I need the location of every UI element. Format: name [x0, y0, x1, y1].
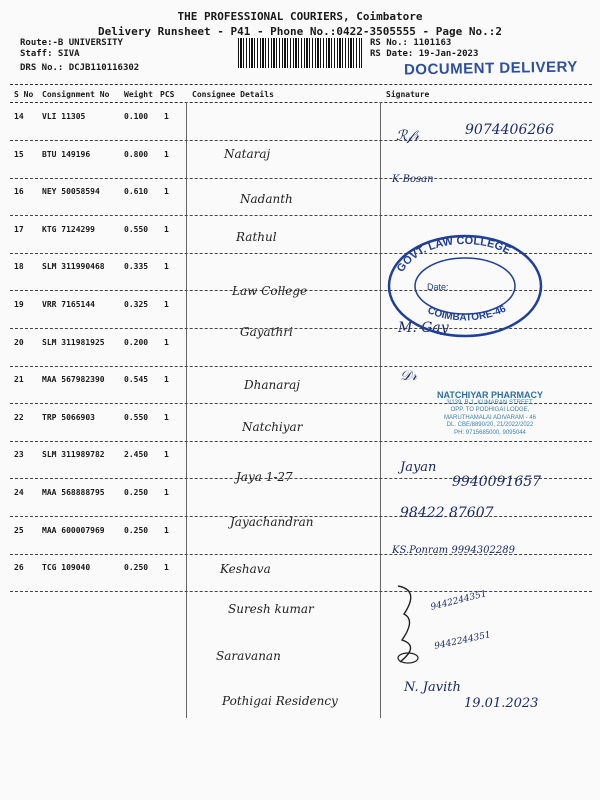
cell-consignment: VRR 7165144 [42, 300, 95, 309]
consignee-hand: Gayathri [240, 325, 293, 339]
pharmacy-address: OPP. TO PODHIGAI LODGE, [450, 407, 530, 413]
cell-weight: 0.545 [124, 375, 149, 385]
cell-pcs: 1 [164, 224, 169, 234]
cell-consignment: BTU 149196 [42, 149, 91, 159]
signature-hand: KS.Ponram 9994302289 [392, 545, 515, 556]
cell-weight: 0.100 [124, 112, 149, 121]
rs-number: RS No.: 1101163 [370, 38, 452, 48]
pharmacy-phone: PH: 9715685000, 9095044 [454, 429, 526, 436]
row-divider [10, 591, 592, 592]
consignee-hand: Natchiyar [242, 420, 303, 434]
footer-signature-date: 19.01.2023 [464, 696, 539, 711]
pharmacy-address: MARUTHAMALAI ADIVARAM - 46 [444, 414, 536, 421]
cell-sno: 17 [14, 224, 24, 234]
rs-date: RS Date: 19-Jan-2023 [370, 49, 479, 59]
route-label: Route:-B UNIVERSITY [20, 38, 123, 48]
cell-consignment: SLM 311989782 [42, 450, 105, 460]
col-signature: Signature [386, 90, 430, 99]
col-pcs: PCS [160, 90, 175, 99]
cell-pcs: 1 [164, 375, 169, 385]
cell-pcs: 1 [164, 262, 169, 272]
consignee-hand: Nataraj [224, 147, 271, 161]
signature-hand: 98422 87607 [400, 505, 494, 521]
cell-sno: 24 [14, 488, 24, 497]
drs-number: DRS No.: DCJB110116302 [20, 63, 140, 73]
college-stamp-bottom: COIMBATORE-46 [425, 303, 508, 324]
cell-pcs: 1 [164, 112, 169, 121]
consignee-hand: Jaya 1-27 [236, 470, 293, 484]
header-divider-bottom [10, 102, 592, 103]
cell-pcs: 1 [164, 525, 169, 535]
cell-consignment: KTG 7124299 [42, 224, 95, 234]
consignee-hand: Law College [232, 284, 308, 298]
signature-hand: 9442244351 [429, 589, 488, 613]
cell-sno: 16 [14, 187, 24, 197]
cell-weight: 0.335 [124, 262, 149, 272]
cell-weight: 2.450 [124, 450, 149, 460]
cell-sno: 19 [14, 300, 24, 309]
signature-hand: Jayan [400, 460, 437, 475]
cell-pcs: 1 [164, 563, 169, 573]
cell-weight: 0.250 [124, 563, 149, 573]
cell-consignment: MAA 567982390 [42, 375, 105, 385]
consignee-hand: Pothigai Residency [222, 694, 338, 708]
footer-signature-name: N. Javith [404, 680, 461, 695]
barcode [238, 38, 362, 68]
consignee-hand: Rathul [236, 230, 277, 244]
signature-scrawl: ℛ𝒻𝓇 [396, 128, 420, 144]
cell-pcs: 1 [164, 300, 169, 309]
college-stamp-top: GOVT. LAW COLLEGE [394, 234, 513, 275]
college-stamp [385, 232, 545, 340]
col-consignment: Consignment No [42, 90, 110, 99]
cell-weight: 0.800 [124, 149, 149, 159]
cell-weight: 0.250 [124, 488, 149, 497]
cell-consignment: SLM 311981925 [42, 337, 105, 347]
col-consignee: Consignee Details [192, 90, 274, 99]
cell-consignment: MAA 568888795 [42, 488, 105, 497]
signature-bracket [390, 580, 430, 670]
cell-pcs: 1 [164, 412, 169, 422]
cell-consignment: TRP 5066903 [42, 412, 95, 422]
signature-hand: M. Gay [398, 320, 449, 336]
cell-consignment: MAA 600007969 [42, 525, 105, 535]
pharmacy-name: NATCHIYAR PHARMACY [436, 390, 543, 400]
company-title: THE PROFESSIONAL COURIERS, Coimbatore [177, 10, 423, 23]
consignee-hand: Saravanan [216, 649, 281, 663]
cell-sno: 23 [14, 450, 24, 460]
table-row [0, 555, 600, 592]
cell-consignment: NEY 50058594 [42, 187, 100, 197]
table-row [0, 142, 600, 179]
document-delivery-stamp: DOCUMENT DELIVERY [403, 58, 578, 79]
cell-sno: 22 [14, 412, 24, 422]
signature-hand: 9940091657 [452, 474, 542, 490]
col-sno: S No [14, 90, 34, 99]
cell-consignment: TCG 109040 [42, 563, 91, 573]
consignee-hand: Nadanth [240, 192, 293, 206]
signature-hand: K Bosan [392, 174, 434, 185]
pharmacy-address: DL. CBE/8890/20, 21/2022/2022 [446, 422, 534, 428]
cell-sno: 18 [14, 262, 24, 272]
cell-sno: 26 [14, 563, 24, 573]
cell-consignment: SLM 311990468 [42, 262, 105, 272]
cell-pcs: 1 [164, 488, 169, 497]
signature-hand: 9074406266 [465, 122, 555, 138]
consignee-hand: Suresh kumar [228, 602, 314, 616]
header-divider-top [10, 84, 592, 85]
col-weight: Weight [124, 90, 153, 99]
signature-scrawl: 𝒟𝓇 [400, 368, 418, 384]
cell-sno: 20 [14, 337, 24, 347]
cell-pcs: 1 [164, 337, 169, 347]
signature-hand: 9442244351 [433, 630, 492, 652]
cell-weight: 0.610 [124, 187, 149, 197]
table-row [0, 179, 600, 216]
cell-weight: 0.550 [124, 224, 149, 234]
cell-weight: 0.200 [124, 337, 149, 347]
consignee-hand: Dhanaraj [244, 378, 300, 392]
consignee-hand: Keshava [220, 562, 271, 576]
staff-label: Staff: SIVA [20, 49, 80, 59]
cell-weight: 0.325 [124, 300, 149, 309]
cell-sno: 21 [14, 375, 24, 385]
pharmacy-stamp [390, 392, 590, 437]
cell-weight: 0.250 [124, 525, 149, 535]
cell-weight: 0.550 [124, 412, 149, 422]
runsheet-subtitle: Delivery Runsheet - P41 - Phone No.:0422-3505555 - Page No.:2 [98, 25, 502, 38]
cell-pcs: 1 [164, 187, 169, 197]
college-stamp-date: Date: [427, 282, 449, 292]
cell-sno: 15 [14, 149, 24, 159]
cell-consignment: VLI 11305 [42, 112, 86, 121]
pharmacy-address: 3/139, B-1, KUMARAN STREET, [446, 399, 534, 406]
consignee-hand: Jayachandran [230, 515, 314, 529]
cell-sno: 14 [14, 112, 24, 121]
cell-pcs: 1 [164, 149, 169, 159]
cell-pcs: 1 [164, 450, 169, 460]
cell-sno: 25 [14, 525, 24, 535]
